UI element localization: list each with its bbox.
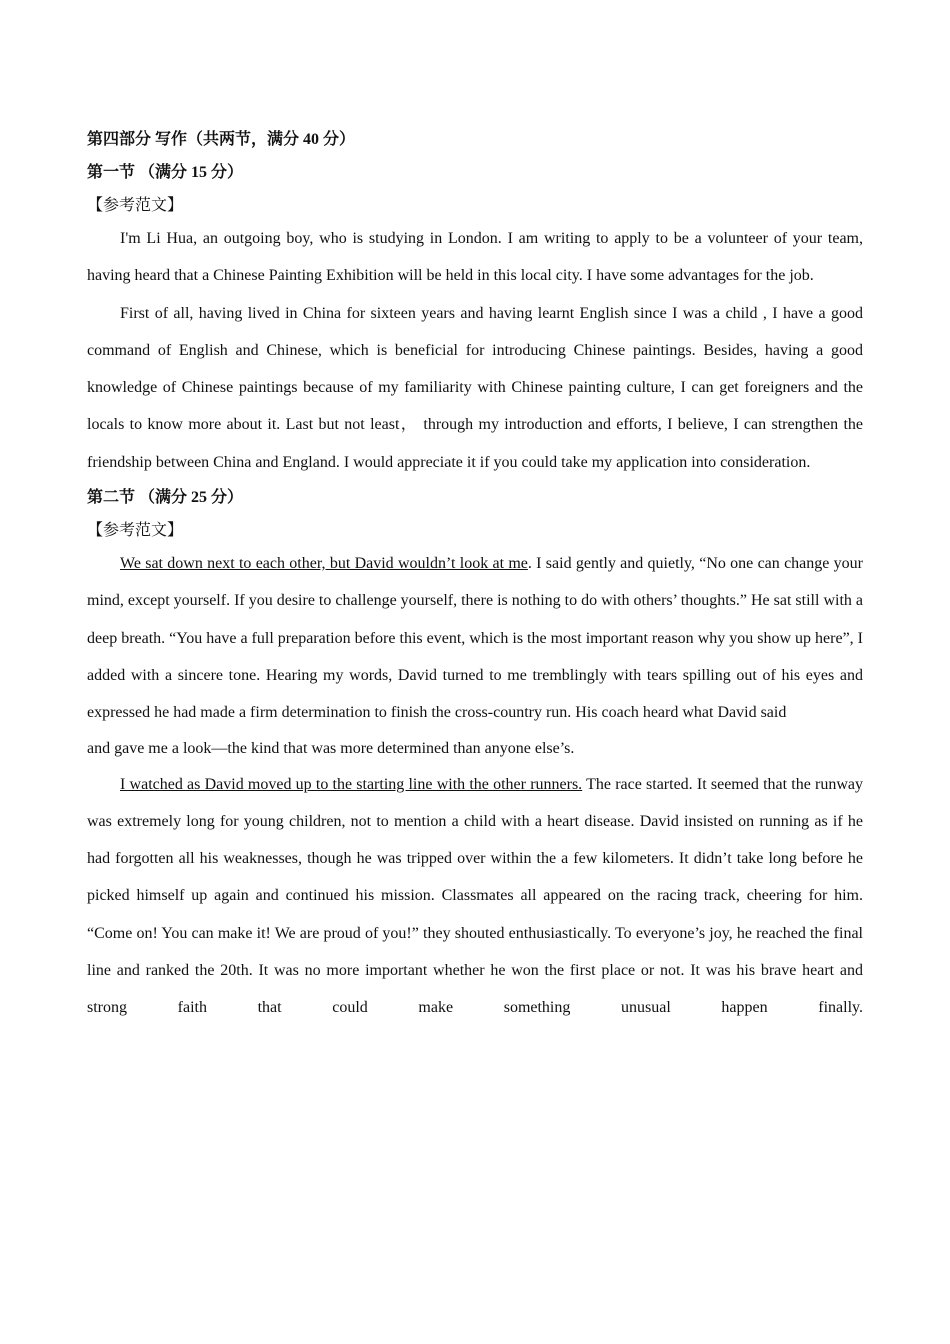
document-page [87,123,863,1027]
section1-label: 【参考范文】 [87,197,184,214]
section2-paragraph-1-continued: and gave me a look—the kind that was more determined than anyone else’s. [87,739,575,757]
section2-p2-underlined: I watched as David moved up to the starting line with the other runners. [120,775,583,793]
part-heading: 第四部分 写作（共两节，满分 40 分） [87,131,356,148]
section1-paragraph-1: I'm Li Hua, an outgoing boy, who is studying in London. I am writing to apply to be a volunteer of your team, having heard that a Chinese Painting Exhibition will be held in this local city. I have some advantages for the job. [87,230,863,285]
section1-paragraph-2: First of all, having lived in China for sixteen years and having learnt English since I was a child , I have a good command of English and Chinese, which is beneficial for introducing Chinese paintings. Besides, having a good knowledge of Chinese paintings because of my familiarity with Chinese painting culture, I can get foreigners and the locals to know more about it. Last but not least， through my introduction and efforts, I believe, I can strengthen the friendship between China and England. I would appreciate it if you could take my application into consideration. [87,304,863,471]
section2-label: 【参考范文】 [87,522,184,540]
section2-p2-text: The race started. It seemed that the runway was extremely long for young children, not to mention a child with a heart disease. David insisted on running as if he had forgotten all his weaknesses, though he was tripped over within the a few kilometers. It didn’t take long before he picked himself up again and continued his mission. Classmates all appeared on the racing track, cheering for him. “Come on! You can make it! We are proud of you!” they shouted enthusiastically. To everyone’s joy, he reached the final line and ranked the 20th. It was no more important whether he won the first place or not. It was his brave heart and strong faith that could make something unusual happen finally. [87,775,864,1017]
section2-p1-underlined: We sat down next to each other, but David wouldn’t look at me [120,555,528,573]
section2-paragraph-2 [87,766,863,1027]
section1-heading: 第一节 （满分 15 分） [87,164,244,181]
section2-paragraph-1 [87,545,863,731]
section2-p1-text: . I said gently and quietly, “No one can change your mind, except yourself. If you desire to challenge yourself, there is nothing to do with others’ thoughts.” He sat still with a deep breath. “You have a full preparation before this event, which is the most important reason why you show up here”, I added with a sincere tone. Hearing my words, David turned to me tremblingly with tears spilling out of his eyes and expressed he had made a firm determination to finish the cross-country run. His coach heard what David said [87,555,863,722]
section2-heading: 第二节 （满分 25 分） [87,489,244,507]
